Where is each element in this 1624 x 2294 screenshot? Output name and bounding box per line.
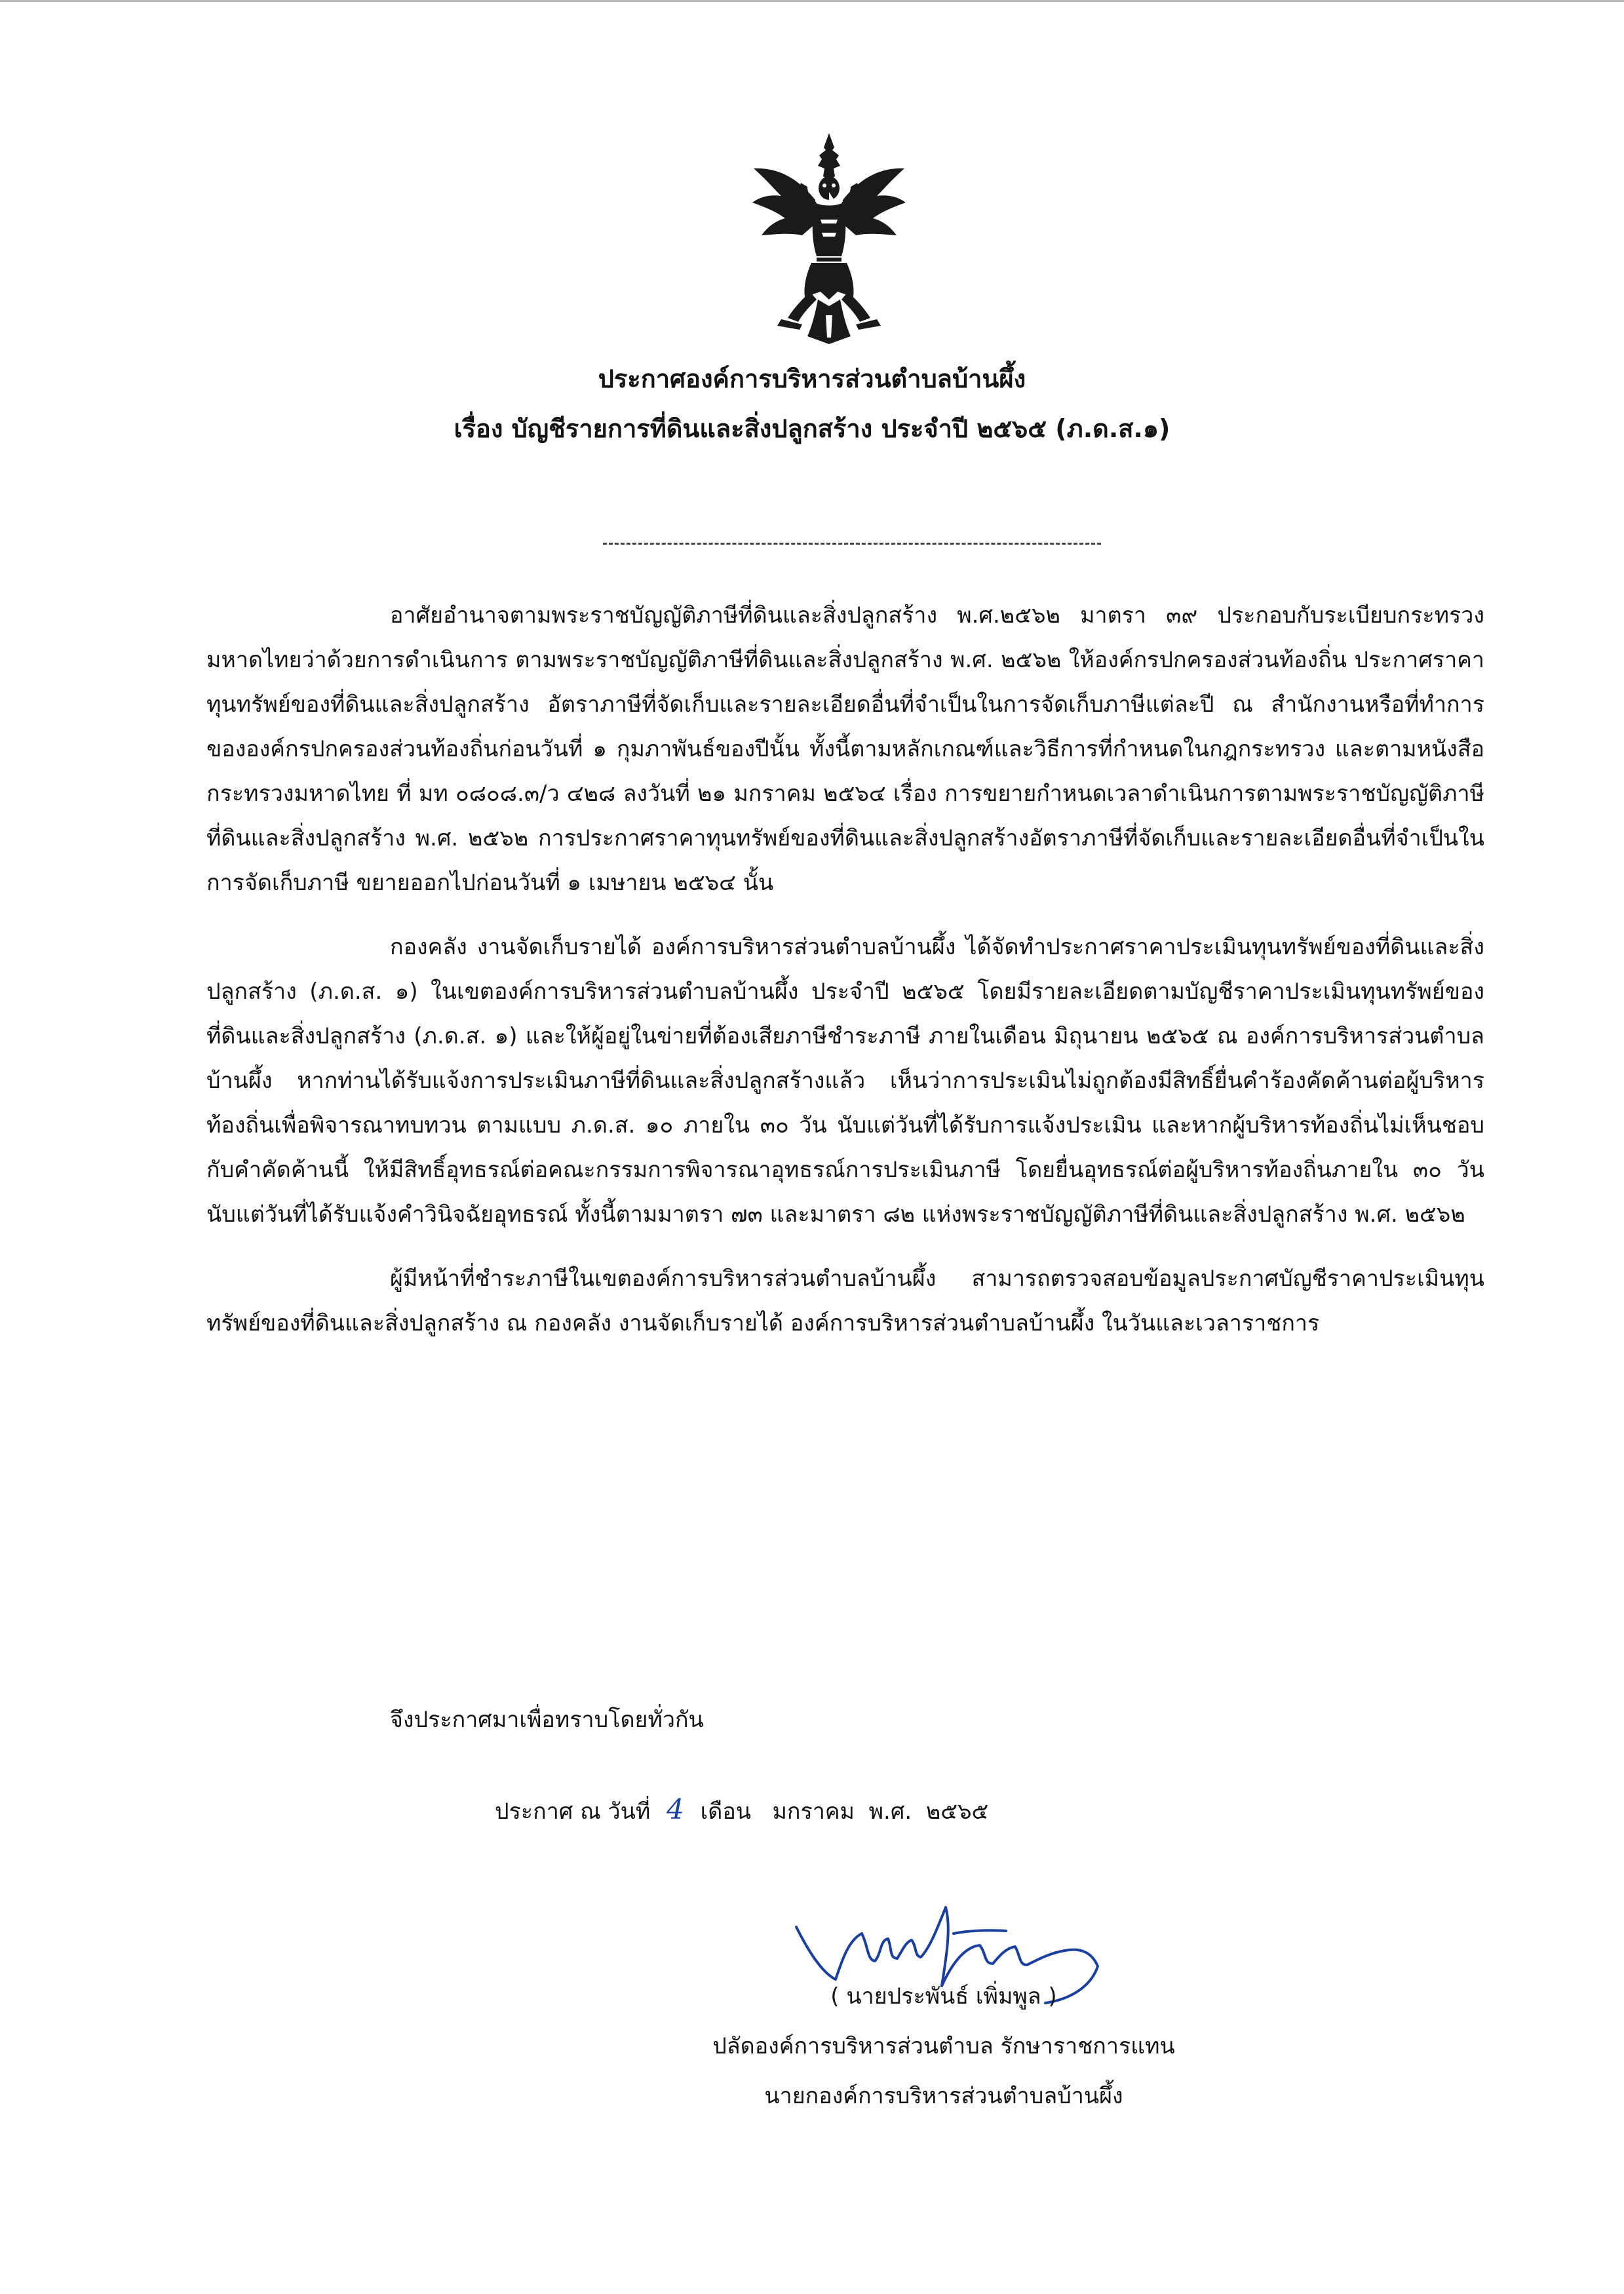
date-month-label: เดือน: [700, 1798, 752, 1825]
document-title: ประกาศองค์การบริหารส่วนตำบลบ้านผึ้ง: [598, 364, 1026, 393]
garuda-emblem-icon: [747, 128, 911, 351]
closing-statement: จึงประกาศมาเพื่อทราบโดยทั่วกัน: [390, 1707, 704, 1733]
date-year: ๒๕๖๕: [925, 1798, 989, 1825]
signer-block: [590, 1972, 1298, 2121]
signer-name: ( นายประพันธ์ เพิ่มพูล ): [830, 1983, 1057, 2010]
signer-acting-position: นายกองค์การบริหารส่วนตำบลบ้านผึ้ง: [764, 2083, 1123, 2109]
body-paragraph: อาศัยอำนาจตามพระราชบัญญัติภาษีที่ดินและสิ่งปลูกสร้าง พ.ศ.๒๕๖๒ มาตรา ๓๙ ประกอบกับระเบียบกระทรวงมหาดไทยว่าด้วยการดำเนินการ ตามพระราชบัญญัติภาษีที่ดินและสิ่งปลูกสร้าง พ.ศ. ๒๕๖๒ ให้องค์กรปกครองส่วนท้องถิ่น ประกาศราคาทุนทรัพย์ของที่ดินและสิ่งปลูกสร้าง อัตราภาษีที่จัดเก็บและรายละเอียดอื่นที่จำเป็นในการจัดเก็บภาษีแต่ละปี ณ สำนักงานหรือที่ทำการขององค์กรปกครองส่วนท้องถิ่นก่อนวันที่ ๑ กุมภาพันธ์ของปีนั้น ทั้งนี้ตามหลักเกณฑ์และวิธีการที่กำหนดในกฎกระทรวง และตามหนังสือกระทรวงมหาดไทย ที่ มท ๐๘๐๘.๓/ว ๔๒๘ ลงวันที่ ๒๑ มกราคม ๒๕๖๔ เรื่อง การขยายกำหนดเวลาดำเนินการตามพระราชบัญญัติภาษีที่ดินและสิ่งปลูกสร้าง พ.ศ. ๒๕๖๒ การประกาศราคาทุนทรัพย์ของที่ดินและสิ่งปลูกสร้างอัตราภาษีที่จัดเก็บและรายละเอียดอื่นที่จำเป็นในการจัดเก็บภาษี ขยายออกไปก่อนวันที่ ๑ เมษายน ๒๕๖๔ นั้น: [206, 602, 1484, 896]
scan-edge-line: [0, 0, 1624, 2]
announcement-date: [495, 1787, 988, 1834]
signer-position: ปลัดองค์การบริหารส่วนตำบล รักษาราชการแทน: [712, 2033, 1175, 2059]
date-month: มกราคม: [772, 1798, 855, 1825]
date-prefix: ประกาศ ณ วันที่: [495, 1798, 651, 1825]
date-day: 4: [667, 1793, 684, 1825]
body-paragraph: ผู้มีหน้าที่ชำระภาษีในเขตองค์การบริหารส่วนตำบลบ้านผึ้ง สามารถตรวจสอบข้อมูลประกาศบัญชีราคาประเมินทุนทรัพย์ของที่ดินและสิ่งปลูกสร้าง ณ กองคลัง งานจัดเก็บรายได้ องค์การบริหารส่วนตำบลบ้านผึ้ง ในวันและเวลาราชการ: [206, 1266, 1484, 1336]
date-year-label: พ.ศ.: [868, 1798, 912, 1825]
document-body: [206, 593, 1484, 1365]
body-paragraph: กองคลัง งานจัดเก็บรายได้ องค์การบริหารส่วนตำบลบ้านผึ้ง ได้จัดทำประกาศราคาประเมินทุนทรัพย์ของที่ดินและสิ่งปลูกสร้าง (ภ.ด.ส. ๑) ในเขตองค์การบริหารส่วนตำบลบ้านผึ้ง ประจำปี ๒๕๖๕ โดยมีรายละเอียดตามบัญชีราคาประเมินทุนทรัพย์ของที่ดินและสิ่งปลูกสร้าง (ภ.ด.ส. ๑) และให้ผู้อยู่ในข่ายที่ต้องเสียภาษีชำระภาษี ภายในเดือน มิถุนายน ๒๕๖๕ ณ องค์การบริหารส่วนตำบลบ้านผึ้ง หากท่านได้รับแจ้งการประเมินภาษีที่ดินและสิ่งปลูกสร้างแล้ว เห็นว่าการประเมินไม่ถูกต้องมีสิทธิ์ยื่นคำร้องคัดค้านต่อผู้บริหารท้องถิ่นเพื่อพิจารณาทบทวน ตามแบบ ภ.ด.ส. ๑๐ ภายใน ๓๐ วัน นับแต่วันที่ได้รับการแจ้งประเมิน และหากผู้บริหารท้องถิ่นไม่เห็นชอบกับคำคัดค้านนี้ ให้มีสิทธิ์อุทธรณ์ต่อคณะกรรมการพิจารณาอุทธรณ์การประเมินภาษี โดยยื่นอุทธรณ์ต่อผู้บริหารท้องถิ่นภายใน ๓๐ วัน นับแต่วันที่ได้รับแจ้งคำวินิจฉัยอุทธรณ์ ทั้งนี้ตามมาตรา ๗๓ และมาตรา ๘๒ แห่งพระราชบัญญัติภาษีที่ดินและสิ่งปลูกสร้าง พ.ศ. ๒๕๖๒: [206, 934, 1484, 1228]
document-header: [0, 354, 1624, 454]
title-separator: [603, 543, 1101, 545]
document-subject: เรื่อง บัญชีรายการที่ดินและสิ่งปลูกสร้าง ประจำปี ๒๕๖๕ (ภ.ด.ส.๑): [454, 414, 1170, 443]
